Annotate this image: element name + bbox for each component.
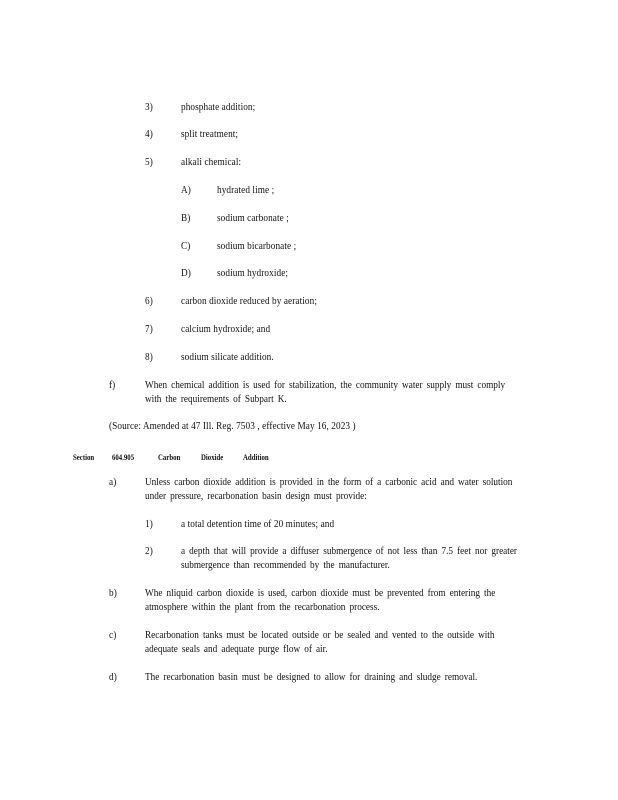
source-note: (Source: Amended at 47 Ill. Reg. 7503 , effective May 16, 2023 ) (109, 421, 356, 432)
list-item-text: calcium hydroxide; and (181, 324, 271, 335)
paragraph-label: b) (109, 588, 117, 599)
paragraph-label: d) (109, 672, 117, 683)
list-label: 7) (145, 324, 153, 335)
sublist-label: A) (181, 185, 191, 196)
section-title-word: Addition (243, 452, 269, 462)
sublist-label: D) (181, 268, 191, 279)
list-item-text: a depth that will provide a diffuser submergence of not less than 7.5 feet nor greater submergence than recommended by the manufacturer. (181, 546, 518, 571)
list-item-text: phosphate addition; (181, 102, 256, 113)
paragraph-b-text: Whe nliquid carbon dioxide is used, carbon dioxide must be prevented from entering the atmosphere within the plant from the recarbonation process. (145, 588, 496, 613)
section-number: 604.905 (112, 452, 135, 462)
paragraph-f-text: When chemical addition is used for stabilization, the community water supply must comply with the requirements of Subpart K. (145, 380, 506, 405)
list-label: 8) (145, 352, 153, 363)
sublist-label: B) (181, 213, 191, 224)
list-label: 4) (145, 129, 153, 140)
list-item-text: sodium silicate addition. (181, 352, 274, 363)
paragraph-label: a) (109, 477, 117, 488)
paragraph-label: c) (109, 630, 117, 641)
list-item-text: carbon dioxide reduced by aeration; (181, 296, 317, 307)
sublist-item-text: sodium carbonate ; (217, 213, 289, 224)
sublist-item-text: sodium hydroxide; (217, 268, 289, 279)
list-label: 3) (145, 102, 153, 113)
paragraph-c-text: Recarbonation tanks must be located outside or be sealed and vented to the outside with adequate seals and adequate purge flow of air. (145, 630, 495, 655)
list-label: 2) (145, 546, 153, 557)
list-item-text: alkali chemical: (181, 157, 242, 168)
section-title-word: Carbon (158, 452, 181, 462)
list-label: 1) (145, 519, 153, 530)
sublist-item-text: hydrated lime ; (217, 185, 275, 196)
list-label: 6) (145, 296, 153, 307)
list-item-text: split treatment; (181, 129, 239, 140)
section-title-word: Dioxide (201, 452, 224, 462)
sublist-label: C) (181, 241, 191, 252)
section-word: Section (73, 452, 95, 462)
paragraph-d-text: The recarbonation basin must be designed to allow for draining and sludge removal. (145, 672, 478, 683)
list-label: 5) (145, 157, 153, 168)
list-item-text: a total detention time of 20 minutes; and (181, 519, 335, 530)
sublist-item-text: sodium bicarbonate ; (217, 241, 297, 252)
paragraph-a-text: Unless carbon dioxide addition is provided in the form of a carbonic acid and water solution under pressure, recarbonation basin design must provide: (145, 477, 513, 502)
paragraph-label: f) (109, 380, 116, 391)
